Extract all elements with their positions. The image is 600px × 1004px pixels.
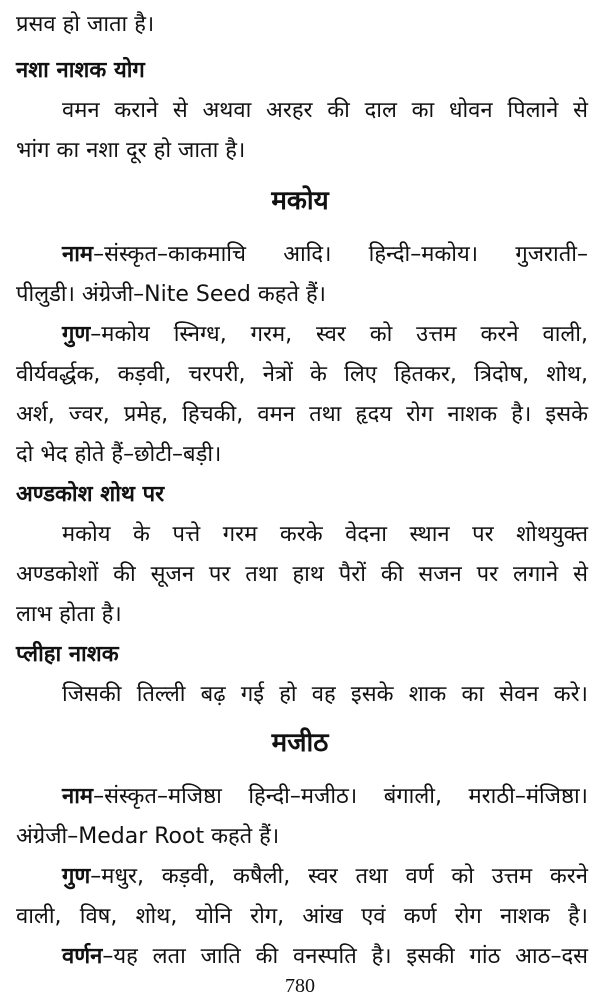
text-line: अण्डकोशों की सूजन पर तथा हाथ पैरों की सजन पर लगाने से [16,562,588,587]
text: –संस्कृत–काकमाचि आदि। हिन्दी–मकोय। गुजराती– [93,242,588,267]
label: गुण [62,864,91,889]
text-line [62,782,588,812]
text-line: वमन कराने से अथवा अरहर की दाल का धोवन पिलाने से [62,98,588,123]
label: वर्णन [62,944,103,969]
text-line: प्रसव हो जाता है। [16,12,155,37]
label: नाम [62,242,94,267]
text-line: वाली, विष, शोथ, योनि रोग, आंख एवं कर्ण रोग नाशक है। [16,904,588,929]
chapter-title: मकोय [271,186,329,216]
chapter-title: मजीठ [271,728,329,758]
text: –संस्कृत–मजिष्ठा हिन्दी–मजीठ। बंगाली, मराठी–मंजिष्ठा। [93,784,588,809]
text-line: अंग्रेजी–Medar Root कहते हैं। [16,824,280,849]
text-line [62,862,588,892]
text-line: अर्श, ज्वर, प्रमेह, हिचकी, वमन तथा हृदय रोग नाशक है। इसके [16,402,588,427]
text-line [62,240,588,270]
text-line: लाभ होता है। [16,602,122,627]
label: नाम [62,784,94,809]
text-line [62,320,588,350]
text: –मधुर, कड़वी, कषैली, स्वर तथा वर्ण को उत्तम करने [90,864,588,889]
text-line: दो भेद होते हैं–छोटी–बड़ी। [16,442,222,467]
text: –मकोय स्निग्ध, गरम, स्वर को उत्तम करने वाली, [90,322,588,347]
text-line: भांग का नशा दूर हो जाता है। [16,138,246,163]
text-line: मकोय के पत्ते गरम करके वेदना स्थान पर शोथयुक्त [62,522,588,547]
section-heading: नशा नाशक योग [16,58,145,83]
section-heading: अण्डकोश शोथ पर [16,482,165,507]
page-number: 780 [285,975,315,997]
label: गुण [62,322,91,347]
text-line: वीर्यवर्द्धक, कड़वी, चरपरी, नेत्रों के लिए हितकर, त्रिदोष, शोथ, [16,362,588,387]
text-line [62,942,588,972]
section-heading: प्लीहा नाशक [16,642,119,667]
text-line: पीलुडी। अंग्रेजी–Nite Seed कहते हैं। [16,282,326,307]
text-line: जिसकी तिल्ली बढ़ गई हो वह इसके शाक का सेवन करे। [62,682,588,707]
text: –यह लता जाति की वनस्पति है। इसकी गांठ आठ–दस [102,944,588,969]
